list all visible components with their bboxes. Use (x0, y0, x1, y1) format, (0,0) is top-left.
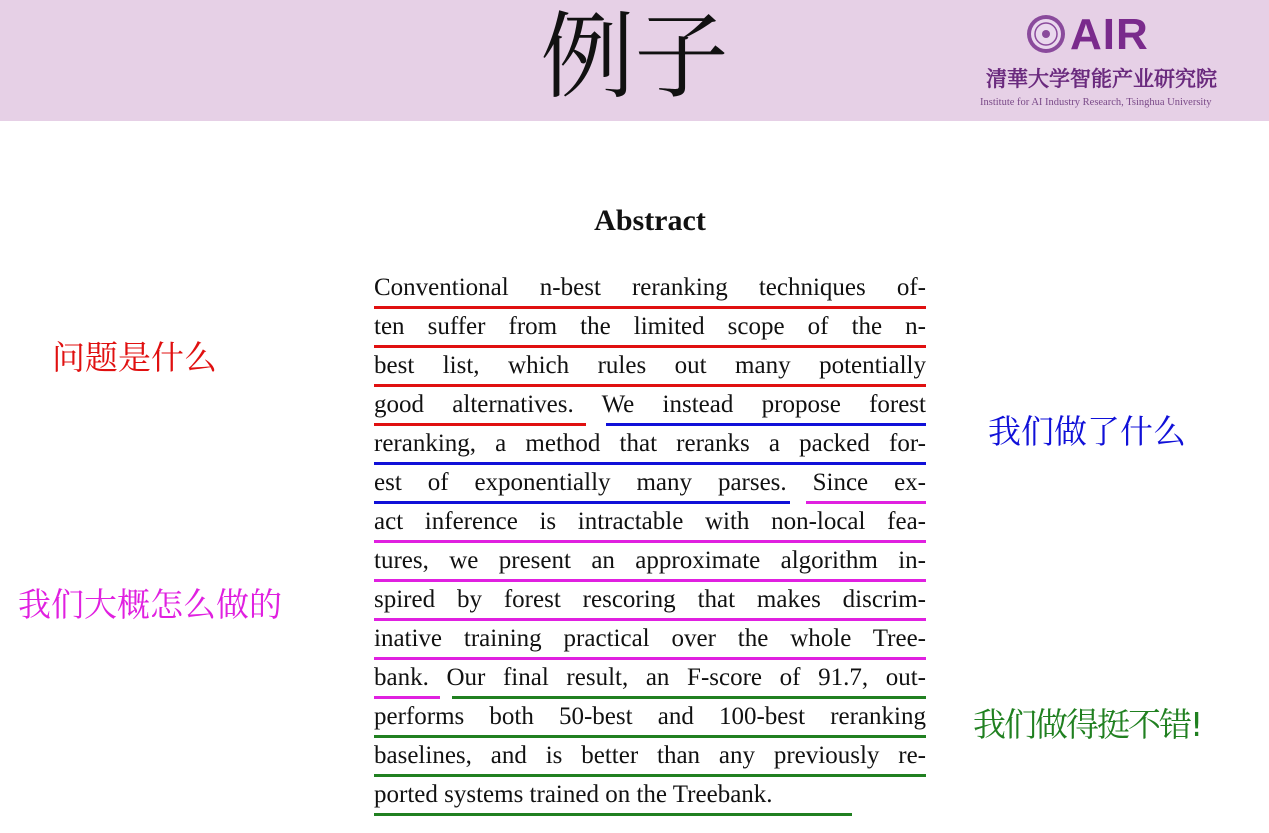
abstract-line: inative training practical over the whole Tree- (374, 625, 926, 652)
institute-name-cn: 清華大学智能产业研究院 (986, 67, 1217, 91)
result-underline (374, 813, 852, 816)
approach-underline (374, 618, 926, 621)
problem-annotation: 问题是什么 (52, 338, 217, 377)
abstract-heading: Abstract (594, 204, 706, 237)
result-underline (374, 774, 926, 777)
method-underline (374, 501, 790, 504)
abstract-line: est of exponentially many parses. Since ex- (374, 469, 926, 496)
abstract-line: tures, we present an approximate algorithm in- (374, 547, 926, 574)
problem-underline (374, 423, 586, 426)
problem-underline (374, 384, 926, 387)
abstract-line: reranking, a method that reranks a packed for- (374, 430, 926, 457)
result-underline (452, 696, 926, 699)
approach-annotation: 我们大概怎么做的 (18, 585, 282, 624)
approach-underline (374, 540, 926, 543)
result-underline (374, 735, 926, 738)
slide-title: 例子 (540, 3, 729, 112)
abstract-line: Conventional n-best reranking techniques of- (374, 274, 926, 301)
abstract-line: baselines, and is better than any previously re- (374, 742, 926, 769)
tsinghua-seal-icon (1026, 14, 1066, 54)
air-logo (978, 10, 1240, 114)
abstract-line: best list, which rules out many potentially (374, 352, 926, 379)
abstract-line: performs both 50-best and 100-best reranking (374, 703, 926, 730)
institute-name-en: Institute for AI Industry Research, Tsinghua University (980, 97, 1212, 108)
method-underline (374, 462, 926, 465)
approach-underline (374, 579, 926, 582)
approach-underline (806, 501, 926, 504)
result-annotation: 我们做得挺不错! (973, 705, 1202, 744)
abstract-line: good alternatives. We instead propose forest (374, 391, 926, 418)
method-annotation: 我们做了什么 (988, 412, 1186, 451)
air-brand: AIR (1070, 10, 1149, 59)
problem-underline (374, 306, 926, 309)
problem-underline (374, 345, 926, 348)
abstract-line: spired by forest rescoring that makes discrim- (374, 586, 926, 613)
approach-underline (374, 696, 440, 699)
approach-underline (374, 657, 926, 660)
abstract-line: ten suffer from the limited scope of the n- (374, 313, 926, 340)
abstract-line: bank. Our final result, an F-score of 91.7, out- (374, 664, 926, 691)
abstract-line: ported systems trained on the Treebank. (374, 781, 773, 808)
abstract-line: act inference is intractable with non-local fea- (374, 508, 926, 535)
method-underline (606, 423, 926, 426)
